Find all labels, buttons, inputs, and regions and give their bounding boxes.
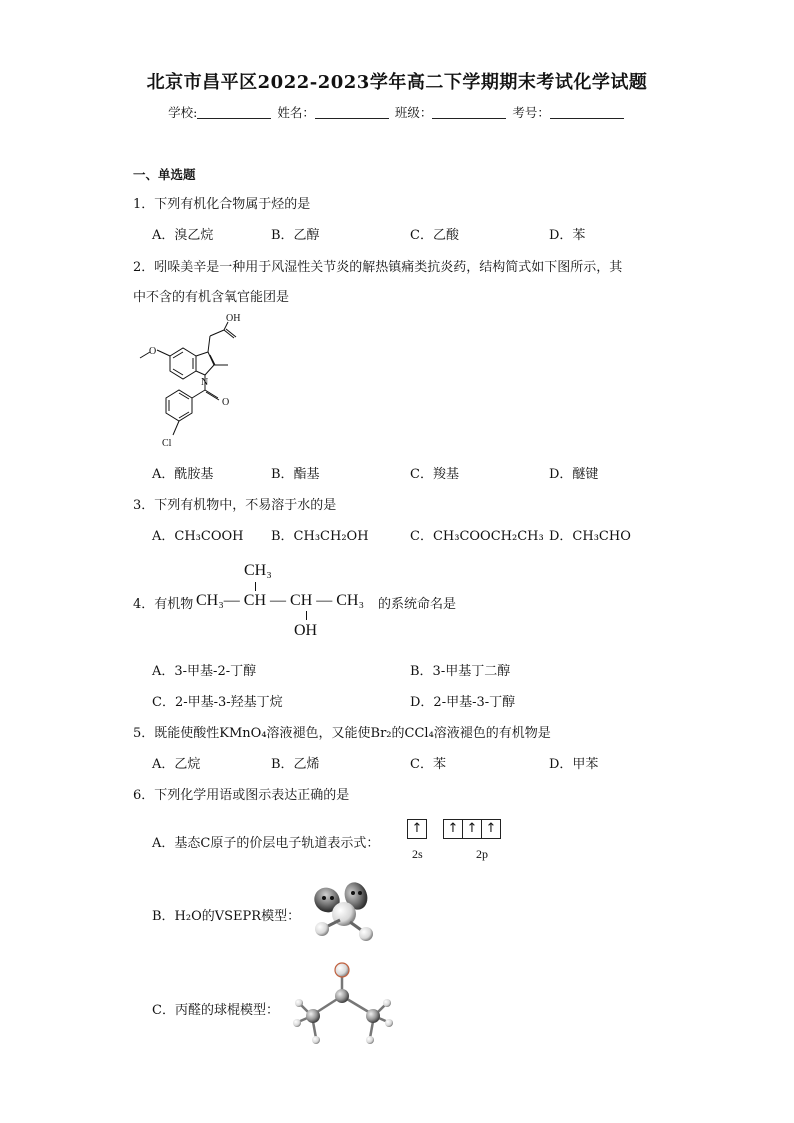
- q4-option-d: D．2-甲基-3-丁醇: [410, 695, 516, 710]
- q6-option-c: C．丙醛的球棍模型：: [152, 1003, 279, 1018]
- class-label: 班级：: [394, 105, 433, 120]
- orbital-2p-box-2: ↑: [463, 819, 482, 839]
- q5-option-b: B．乙烯: [271, 757, 320, 772]
- orbital-2p-box-3: ↑: [482, 819, 501, 839]
- name-blank[interactable]: [315, 106, 389, 119]
- school-label: 学校:: [168, 105, 198, 120]
- q3-option-c: C．CH₃COOCH₂CH₃: [410, 529, 544, 544]
- label-cl: Cl: [162, 438, 172, 449]
- q1-option-d: D．苯: [549, 228, 586, 243]
- school-blank[interactable]: [197, 106, 271, 119]
- q1-option-a: A．溴乙烷: [152, 228, 214, 243]
- label-n: N: [201, 377, 209, 388]
- name-label: 姓名：: [277, 105, 315, 120]
- q4-formula-bottom: OH: [294, 622, 318, 639]
- q1-option-b: B．乙醇: [271, 228, 320, 243]
- orbital-2s-label: 2s: [412, 847, 423, 861]
- q6-option-a: A．基态C原子的价层电子轨道表示式：: [152, 836, 380, 851]
- q4-formula-top: CH₃: [244, 562, 272, 579]
- q6-stem: 6．下列化学用语或图示表达正确的是: [133, 788, 350, 803]
- q5-option-d: D．甲苯: [549, 757, 599, 772]
- orbital-2s-box: ↑: [407, 819, 427, 839]
- propanal-ball-stick-model: [288, 960, 398, 1050]
- orbital-2p-box-1: ↑: [443, 819, 463, 839]
- h2o-vsepr-model: [306, 878, 378, 944]
- q2-stem-line1: 2．吲哚美辛是一种用于风湿性关节炎的解热镇痛类抗炎药，结构简式如下图所示，其: [133, 260, 623, 275]
- q6-option-b: B．H₂O的VSEPR模型：: [152, 909, 301, 924]
- section-heading: 一、单选题: [133, 167, 196, 182]
- q2-option-c: C．羧基: [410, 467, 459, 482]
- label-oh: OH: [226, 313, 241, 324]
- q4-stem-pre: 4．有机物: [133, 597, 194, 612]
- number-label: 考号：: [512, 105, 550, 120]
- q2-option-d: D．醚键: [549, 467, 599, 482]
- q4-stem-post: 的系统命名是: [378, 597, 457, 612]
- q5-stem: 5．既能使酸性KMnO₄溶液褪色，又能使Br₂的CCl₄溶液褪色的有机物是: [133, 726, 551, 741]
- q4-option-b: B．3-甲基丁二醇: [410, 664, 511, 679]
- q2-option-a: A．酰胺基: [152, 467, 214, 482]
- q3-stem: 3．下列有机物中，不易溶于水的是: [133, 498, 337, 513]
- q2-option-b: B．酯基: [271, 467, 320, 482]
- q4-option-c: C．2-甲基-3-羟基丁烷: [152, 695, 283, 710]
- orbital-diagram: [407, 819, 501, 839]
- label-methoxy-o: O: [149, 346, 157, 357]
- number-blank[interactable]: [550, 106, 624, 119]
- q4-bond-bottom: [306, 611, 307, 620]
- q3-option-a: A．CH₃COOH: [152, 529, 244, 544]
- orbital-2p-label: 2p: [476, 847, 488, 861]
- q4-option-a: A．3-甲基-2-丁醇: [152, 664, 257, 679]
- label-carbonyl-o: O: [222, 397, 230, 408]
- q5-option-a: A．乙烷: [152, 757, 201, 772]
- q1-stem: 1．下列有机化合物属于烃的是: [133, 197, 311, 212]
- indole-benzene-ring: [170, 348, 196, 379]
- class-blank[interactable]: [432, 106, 506, 119]
- student-info-line: [0, 103, 794, 121]
- q4-bond-top: [255, 582, 256, 591]
- q3-option-b: B．CH₃CH₂OH: [271, 529, 369, 544]
- q5-option-c: C．苯: [410, 757, 446, 772]
- q2-stem-line2: 中不含的有机含氧官能团是: [133, 290, 290, 305]
- page-title: 北京市昌平区2022-2023学年高二下学期期末考试化学试题: [146, 72, 648, 93]
- q3-option-d: D．CH₃CHO: [549, 529, 631, 544]
- indometacin-structure: [128, 308, 258, 456]
- q1-option-c: C．乙酸: [410, 228, 459, 243]
- q4-formula-main: CH₃— CH — CH — CH₃: [196, 592, 365, 609]
